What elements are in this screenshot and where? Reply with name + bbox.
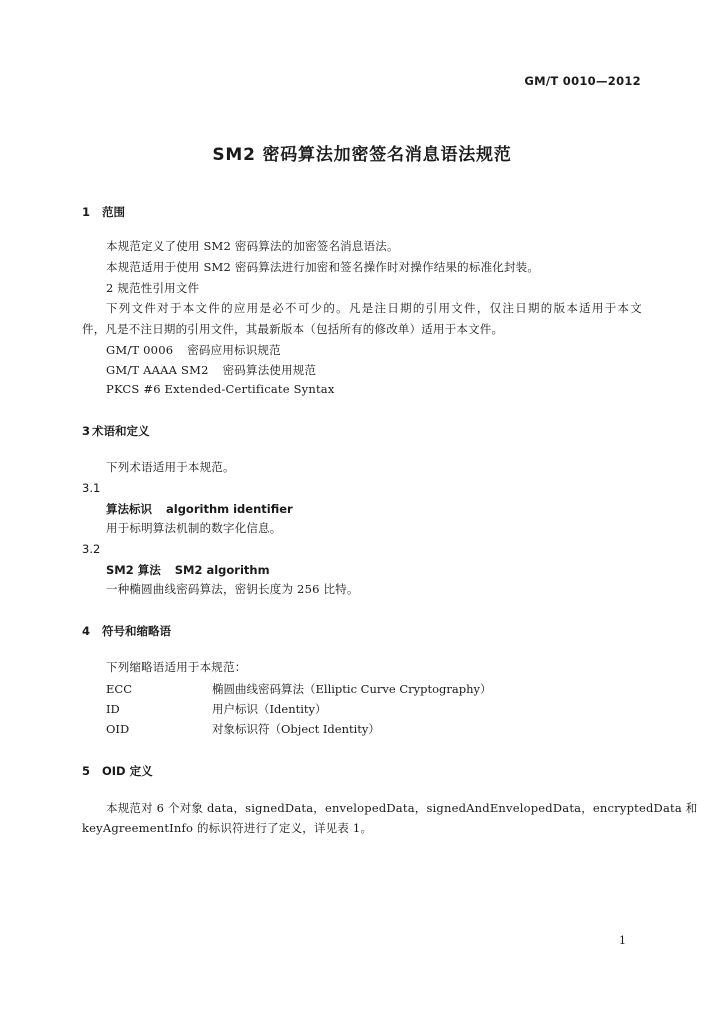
sub-heading: 2 规范性引用文件 [106,281,200,295]
section-number: 4 [82,624,91,638]
term-zh: 算法标识 [106,502,152,516]
clause-number: 3.1 [82,481,101,495]
abbreviation-meaning: 对象标识符（Object Identity） [212,722,380,736]
paragraph: 下列缩略语适用于本规范： [106,660,247,674]
section-title: 符号和缩略语 [102,624,171,638]
section-5-heading [82,763,153,779]
paragraph-line: 本规范对 6 个对象 data，signedData，envelopedData，signedAndEnvelopedData，encryptedData 和 [106,801,698,815]
paragraph: 本规范定义了使用 SM2 密码算法的加密签名消息语法。 [106,239,399,253]
term-definition: 用于标明算法机制的数字化信息。 [106,521,282,535]
abbreviation: OID [106,722,130,736]
term-entry [106,562,270,578]
paragraph-line: 下列文件对于本文件的应用是必不可少的。凡是注日期的引用文件，仅注日期的版本适用于本文 [106,301,642,315]
reference-code: GM/T 0006 [106,343,174,357]
section-title: 术语和定义 [92,424,150,438]
paragraph-line: 件，凡是不注日期的引用文件，其最新版本（包括所有的修改单）适用于本文件。 [82,322,504,336]
term-en: SM2 algorithm [174,563,270,577]
abbreviation: ECC [106,682,132,696]
section-number: 3 [82,424,91,438]
abbreviation-meaning: 椭圆曲线密码算法（Elliptic Curve Cryptography） [212,682,492,696]
clause-number: 3.2 [82,542,101,556]
paragraph: 下列术语适用于本规范。 [106,460,235,474]
abbreviation-row [106,721,380,737]
abbreviation-row [106,681,492,697]
reference-item [106,342,281,358]
term-entry [106,501,293,517]
abbreviation-meaning: 用户标识（Identity） [212,702,327,716]
section-1-heading [82,204,125,220]
term-en: algorithm identifier [166,502,293,516]
abbreviation-row [106,701,327,717]
paragraph: 本规范适用于使用 SM2 密码算法进行加密和签名操作时对操作结果的标准化封装。 [106,260,540,274]
standard-code: GM/T 0010—2012 [524,74,641,88]
abbreviation: ID [106,702,120,716]
term-zh: SM2 算法 [106,563,161,577]
section-number: 1 [82,205,91,219]
section-3-heading [82,423,150,439]
document-title: SM2 密码算法加密签名消息语法规范 [212,145,512,165]
reference-title: 密码应用标识规范 [187,343,281,357]
reference-code: PKCS #6 Extended-Certificate Syntax [106,382,335,396]
reference-item [106,382,335,396]
reference-code: GM/T AAAA SM2 [106,363,209,377]
section-number: 5 [82,764,91,778]
section-4-heading [82,623,171,639]
term-definition: 一种椭圆曲线密码算法，密钥长度为 256 比特。 [106,582,359,596]
paragraph-line: keyAgreementInfo 的标识符进行了定义，详见表 1。 [82,821,373,835]
page-number: 1 [619,934,626,947]
section-title: OID 定义 [102,764,153,778]
section-title: 范围 [102,205,125,219]
reference-title: 密码算法使用规范 [222,363,317,377]
reference-item [106,362,316,378]
